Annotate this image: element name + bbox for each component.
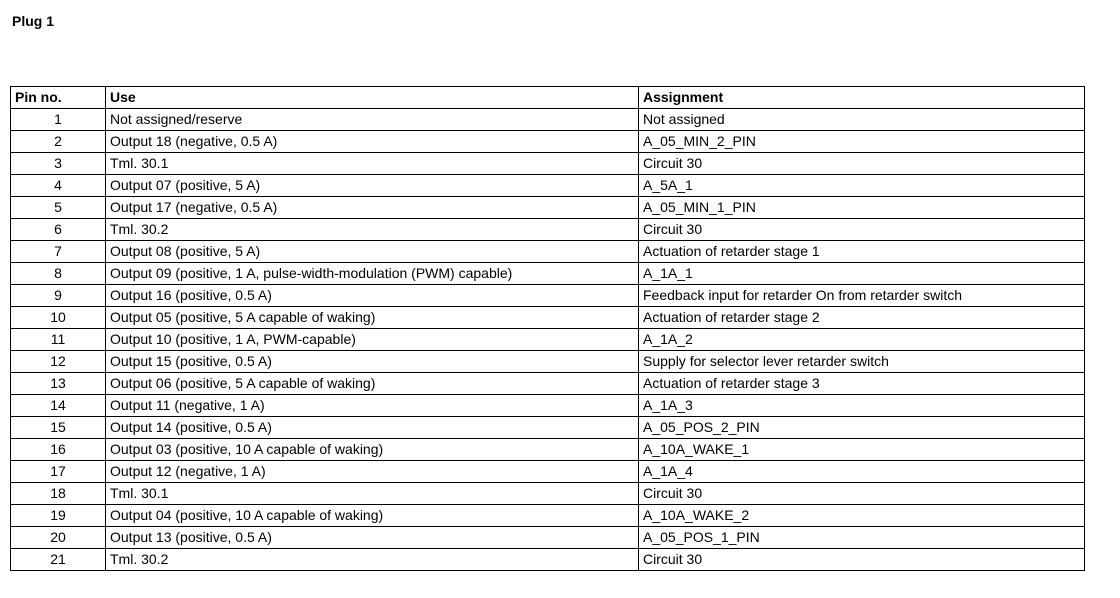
- pin-cell: 2: [11, 131, 106, 153]
- use-cell: Tml. 30.1: [106, 483, 639, 505]
- assignment-cell: A_10A_WAKE_2: [639, 505, 1085, 527]
- use-cell: Output 12 (negative, 1 A): [106, 461, 639, 483]
- pin-cell: 17: [11, 461, 106, 483]
- use-cell: Output 09 (positive, 1 A, pulse-width-modulation (PWM) capable): [106, 263, 639, 285]
- assignment-cell: A_1A_3: [639, 395, 1085, 417]
- assignment-cell: Circuit 30: [639, 153, 1085, 175]
- assignment-cell: A_05_MIN_1_PIN: [639, 197, 1085, 219]
- pin-cell: 6: [11, 219, 106, 241]
- use-cell: Output 04 (positive, 10 A capable of waking): [106, 505, 639, 527]
- use-cell: Tml. 30.1: [106, 153, 639, 175]
- assignment-cell: A_05_POS_2_PIN: [639, 417, 1085, 439]
- pin-cell: 14: [11, 395, 106, 417]
- assignment-cell: Not assigned: [639, 109, 1085, 131]
- use-cell: Not assigned/reserve: [106, 109, 639, 131]
- assignment-cell: A_05_MIN_2_PIN: [639, 131, 1085, 153]
- pin-cell: 9: [11, 285, 106, 307]
- use-cell: Output 03 (positive, 10 A capable of waking): [106, 439, 639, 461]
- table-row: [11, 131, 1085, 153]
- pin-cell: 20: [11, 527, 106, 549]
- table-row: [11, 307, 1085, 329]
- pin-cell: 8: [11, 263, 106, 285]
- table-row: [11, 549, 1085, 571]
- assignment-cell: Circuit 30: [639, 483, 1085, 505]
- table-body: [11, 109, 1085, 571]
- use-cell: Output 15 (positive, 0.5 A): [106, 351, 639, 373]
- pin-cell: 12: [11, 351, 106, 373]
- assignment-cell: Circuit 30: [639, 219, 1085, 241]
- table-header-row: [11, 87, 1085, 109]
- assignment-cell: Supply for selector lever retarder switch: [639, 351, 1085, 373]
- use-cell: Output 06 (positive, 5 A capable of waking): [106, 373, 639, 395]
- assignment-cell: A_1A_2: [639, 329, 1085, 351]
- assignment-cell: A_05_POS_1_PIN: [639, 527, 1085, 549]
- table-row: [11, 219, 1085, 241]
- use-cell: Output 17 (negative, 0.5 A): [106, 197, 639, 219]
- header-pin-no: Pin no.: [11, 87, 106, 109]
- use-cell: Tml. 30.2: [106, 549, 639, 571]
- header-assignment: Assignment: [639, 87, 1085, 109]
- table-row: [11, 461, 1085, 483]
- table-row: [11, 417, 1085, 439]
- table-row: [11, 263, 1085, 285]
- table-row: [11, 395, 1085, 417]
- header-use: Use: [106, 87, 639, 109]
- table-row: [11, 109, 1085, 131]
- use-cell: Output 08 (positive, 5 A): [106, 241, 639, 263]
- pin-cell: 11: [11, 329, 106, 351]
- use-cell: Output 11 (negative, 1 A): [106, 395, 639, 417]
- table-row: [11, 351, 1085, 373]
- assignment-cell: A_1A_1: [639, 263, 1085, 285]
- pin-cell: 13: [11, 373, 106, 395]
- table-row: [11, 197, 1085, 219]
- table-row: [11, 527, 1085, 549]
- table-row: [11, 241, 1085, 263]
- use-cell: Output 13 (positive, 0.5 A): [106, 527, 639, 549]
- assignment-cell: Feedback input for retarder On from retarder switch: [639, 285, 1085, 307]
- table-row: [11, 373, 1085, 395]
- use-cell: Output 10 (positive, 1 A, PWM-capable): [106, 329, 639, 351]
- table-row: [11, 285, 1085, 307]
- assignment-cell: A_5A_1: [639, 175, 1085, 197]
- use-cell: Output 05 (positive, 5 A capable of waking): [106, 307, 639, 329]
- table-row: [11, 439, 1085, 461]
- use-cell: Output 18 (negative, 0.5 A): [106, 131, 639, 153]
- pin-cell: 4: [11, 175, 106, 197]
- table-row: [11, 505, 1085, 527]
- pin-assignment-table: [10, 86, 1085, 571]
- pin-cell: 18: [11, 483, 106, 505]
- pin-cell: 10: [11, 307, 106, 329]
- assignment-cell: Actuation of retarder stage 3: [639, 373, 1085, 395]
- pin-cell: 21: [11, 549, 106, 571]
- table-row: [11, 483, 1085, 505]
- assignment-cell: Circuit 30: [639, 549, 1085, 571]
- use-cell: Output 16 (positive, 0.5 A): [106, 285, 639, 307]
- page-title: Plug 1: [12, 13, 55, 29]
- pin-cell: 1: [11, 109, 106, 131]
- pin-cell: 7: [11, 241, 106, 263]
- table-row: [11, 329, 1085, 351]
- pin-cell: 5: [11, 197, 106, 219]
- table-row: [11, 175, 1085, 197]
- assignment-cell: Actuation of retarder stage 2: [639, 307, 1085, 329]
- assignment-cell: Actuation of retarder stage 1: [639, 241, 1085, 263]
- pin-cell: 3: [11, 153, 106, 175]
- assignment-cell: A_10A_WAKE_1: [639, 439, 1085, 461]
- use-cell: Tml. 30.2: [106, 219, 639, 241]
- assignment-cell: A_1A_4: [639, 461, 1085, 483]
- use-cell: Output 07 (positive, 5 A): [106, 175, 639, 197]
- table-row: [11, 153, 1085, 175]
- pin-cell: 15: [11, 417, 106, 439]
- pin-cell: 19: [11, 505, 106, 527]
- use-cell: Output 14 (positive, 0.5 A): [106, 417, 639, 439]
- pin-cell: 16: [11, 439, 106, 461]
